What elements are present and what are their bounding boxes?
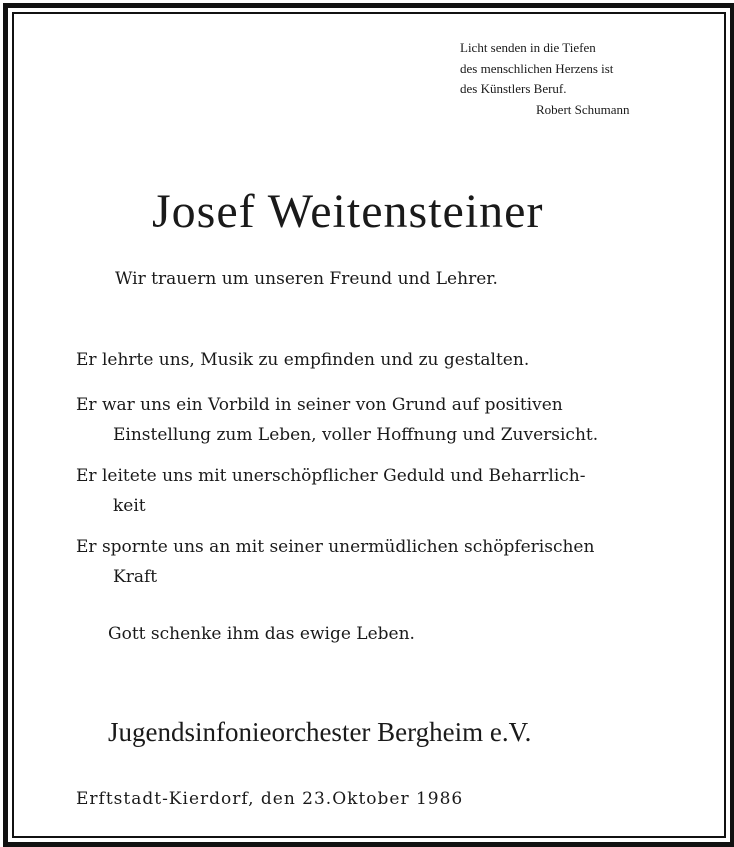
tribute-paragraph-4 [76, 532, 594, 592]
quote-line-1: Licht senden in die Tiefen [460, 40, 596, 55]
tribute-paragraph-4-line-1: Er spornte uns an mit seiner unermüdlichen schöpferischen [76, 537, 595, 557]
mourning-subtitle: Wir trauern um unseren Freund und Lehrer. [115, 269, 498, 289]
tribute-paragraph-3-line-2: keit [113, 496, 146, 516]
tribute-paragraph-3 [76, 461, 585, 521]
tribute-paragraph-4-line-2: Kraft [113, 567, 158, 587]
tribute-paragraph-2-line-2: Einstellung zum Leben, voller Hoffnung und Zuversicht. [113, 425, 599, 445]
tribute-paragraph-2-line-1: Er war uns ein Vorbild in seiner von Grund auf positiven [76, 395, 563, 415]
organization-signature: Jugendsinfonieorchester Bergheim e.V. [108, 717, 532, 747]
quote-line-3: des Künstlers Beruf. [460, 81, 567, 96]
blessing-text: Gott schenke ihm das ewige Leben. [108, 624, 415, 644]
epigraph-quote [460, 38, 690, 120]
tribute-paragraph-1-line: Er lehrte uns, Musik zu empfinden und zu gestalten. [76, 350, 530, 370]
deceased-name: Josef Weitensteiner [152, 185, 544, 238]
quote-line-2: des menschlichen Herzens ist [460, 60, 614, 76]
place-and-date: Erftstadt-Kierdorf, den 23.Oktober 1986 [76, 789, 464, 809]
tribute-paragraph-2 [76, 390, 598, 450]
quote-author: Robert Schumann [536, 101, 630, 117]
tribute-paragraph-1 [76, 345, 529, 375]
tribute-paragraph-3-line-1: Er leitete uns mit unerschöpflicher Geduld und Beharrlich- [76, 466, 586, 486]
